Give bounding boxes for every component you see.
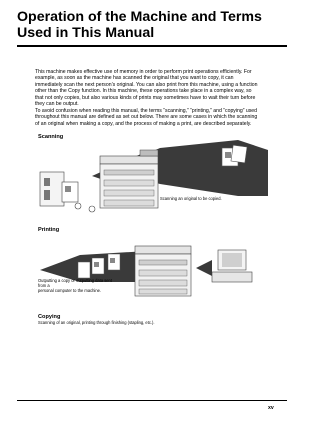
- scanning-heading: Scanning: [38, 134, 64, 140]
- intro-line: immediately scan the next person’s original. You can also print from this machine, using a function: [35, 81, 258, 88]
- intro-line: To avoid confusion when reading this manual, the terms “scanning,” “printing,” and “copying” used: [35, 107, 258, 114]
- intro-line: other than the Copy function. In this machine, these operations take place in a complex way, so: [35, 88, 252, 95]
- scanning-illustration: [40, 140, 268, 212]
- intro-line: throughout this manual are defined as set out below. There are some cases in which the scanning: [35, 114, 258, 121]
- intro-line: This machine makes effective use of memory in order to perform print operations efficiently. For: [35, 69, 252, 75]
- page-title: Operation of the Machine and Terms Used in This Manual: [17, 9, 262, 41]
- copying-heading: Copying: [38, 314, 61, 320]
- intro-line: of an original when making a copy, and the process of making a print, are described separately.: [35, 120, 252, 127]
- printing-caption-line: personal computer to the machine.: [38, 288, 102, 293]
- intro-line: they can be output.: [35, 101, 79, 108]
- footer-divider: [17, 400, 287, 401]
- page-number: xv: [268, 405, 274, 411]
- printing-caption: [38, 278, 120, 293]
- intro-line: that not only copies, but also various kinds of prints may sometimes have to wait their turn before: [35, 94, 256, 101]
- copying-caption: Scanning of an original, printing through finishing (stapling, etc.).: [38, 320, 155, 325]
- intro-line: example, as soon as the machine has scanned the original that you want to copy, it can: [35, 75, 234, 82]
- printing-caption-line: Outputting a copy or outputting data sent from a: [38, 278, 112, 288]
- printing-heading: Printing: [38, 227, 60, 233]
- scanning-caption: Scanning an original to be copied.: [160, 196, 222, 201]
